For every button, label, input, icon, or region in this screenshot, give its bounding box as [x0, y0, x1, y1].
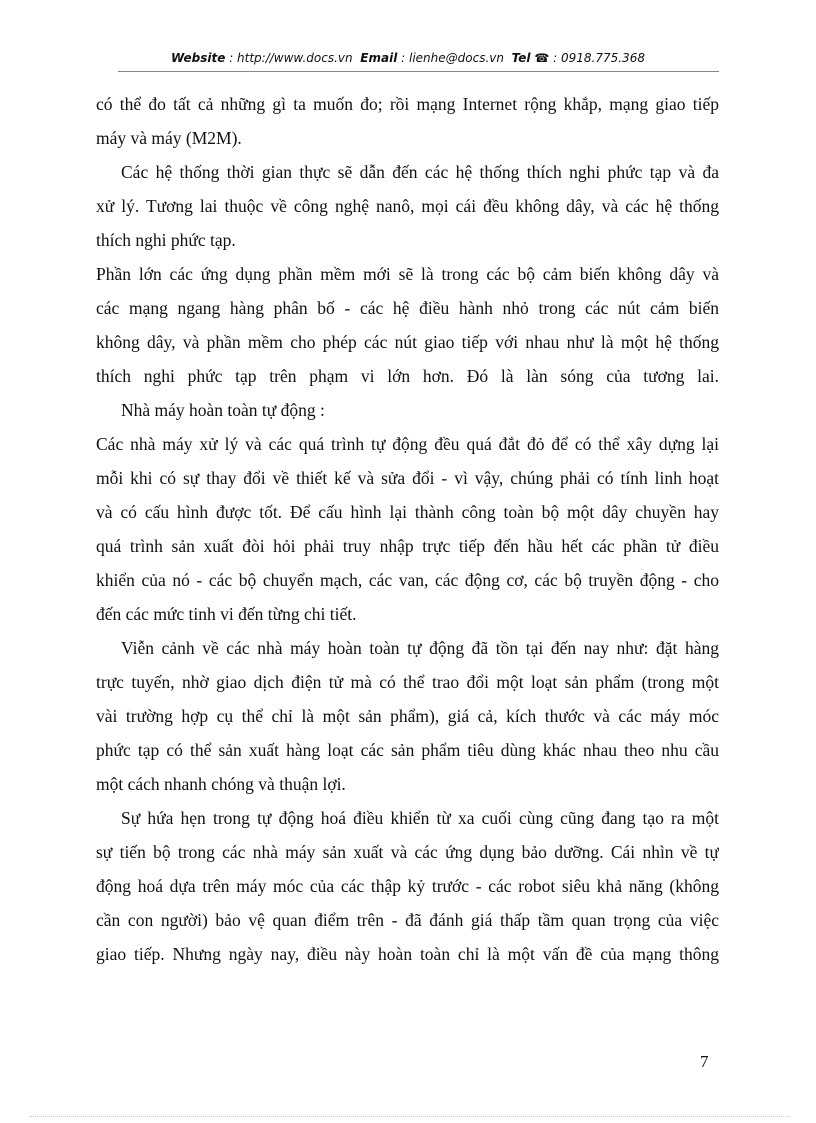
text-line: sự tiến bộ trong các nhà máy sản xuất và các ứng dụng bảo dưỡng. Cái nhìn về tự [96, 842, 719, 862]
website-value: : http://www.docs.vn [229, 51, 353, 65]
text-line: và có cấu hình được tốt. Để cấu hình lại thành công toàn bộ một dây chuyền hay [96, 502, 719, 522]
text-line: Viễn cảnh về các nhà máy hoàn toàn tự động đã tồn tại đến nay như: đặt hàng [121, 638, 719, 658]
text-line: khiển của nó - các bộ chuyển mạch, các van, các động cơ, các bộ truyền động - cho [96, 570, 719, 590]
text-line: trực tuyến, nhờ giao dịch điện tử mà có thể trao đổi một loạt sản phẩm (trong một [96, 672, 719, 692]
page-bottom-border [30, 1116, 790, 1117]
text-line: thích nghi phức tạp trên phạm vi lớn hơn. Đó là làn sóng của tương lai. [96, 366, 719, 386]
text-line: Phần lớn các ứng dụng phần mềm mới sẽ là trong các bộ cảm biến không dây và [96, 264, 719, 284]
text-line: giao tiếp. Nhưng ngày nay, điều này hoàn toàn chỉ là một vấn đề của mạng thông [96, 944, 719, 964]
text-line: cần con người) bảo vệ quan điểm trên - đã đánh giá thấp tầm quan trọng của việc [96, 910, 719, 930]
page-header [0, 51, 816, 65]
body-text [96, 87, 719, 971]
text-line: phức tạp có thể sản xuất hàng loạt các sản phẩm tiêu dùng khác nhau theo nhu cầu [96, 740, 719, 760]
tel-value: : 0918.775.368 [553, 51, 645, 65]
email-label: Email [360, 51, 398, 65]
phone-icon: ☎ [534, 51, 550, 65]
text-line: máy và máy (M2M). [96, 128, 242, 148]
website-label: Website [171, 51, 226, 65]
text-line: mỗi khi có sự thay đổi về thiết kế và sửa đổi - vì vậy, chúng phải có tính linh hoạt [96, 468, 719, 488]
text-line: động hoá dựa trên máy móc của các thập kỷ trước - các robot siêu khả năng (không [96, 876, 719, 896]
email-value: : lienhe@docs.vn [401, 51, 504, 65]
text-line: quá trình sản xuất đòi hỏi phải truy nhập trực tiếp đến hầu hết các phần tử điều [96, 536, 719, 556]
page-number: 7 [700, 1052, 709, 1071]
text-line: các mạng ngang hàng phân bố - các hệ điều hành nhỏ trong các nút cảm biến [96, 298, 719, 318]
tel-label: Tel [511, 51, 531, 65]
text-line: xử lý. Tương lai thuộc về công nghệ nanô, mọi cái đều không dây, và các hệ thống [96, 196, 719, 216]
text-line: Các hệ thống thời gian thực sẽ dẫn đến các hệ thống thích nghi phức tạp và đa [121, 162, 719, 182]
text-line: có thể đo tất cả những gì ta muốn đo; rồi mạng Internet rộng khắp, mạng giao tiếp [96, 94, 719, 114]
text-line: Sự hứa hẹn trong tự động hoá điều khiển từ xa cuối cùng cũng đang tạo ra một [121, 808, 719, 828]
text-line: không dây, và phần mềm cho phép các nút giao tiếp với nhau như là một hệ thống [96, 332, 719, 352]
text-line: vài trường hợp cụ thể chỉ là một sản phẩm), giá cả, kích thước và các máy móc [96, 706, 719, 726]
text-line: Các nhà máy xử lý và các quá trình tự động đều quá đắt đỏ để có thể xây dựng lại [96, 434, 719, 454]
text-line: thích nghi phức tạp. [96, 230, 236, 250]
text-line: một cách nhanh chóng và thuận lợi. [96, 774, 346, 794]
header-rule [118, 71, 719, 72]
text-line: đến các mức tinh vi đến từng chi tiết. [96, 604, 357, 624]
text-line: Nhà máy hoàn toàn tự động : [121, 400, 325, 420]
